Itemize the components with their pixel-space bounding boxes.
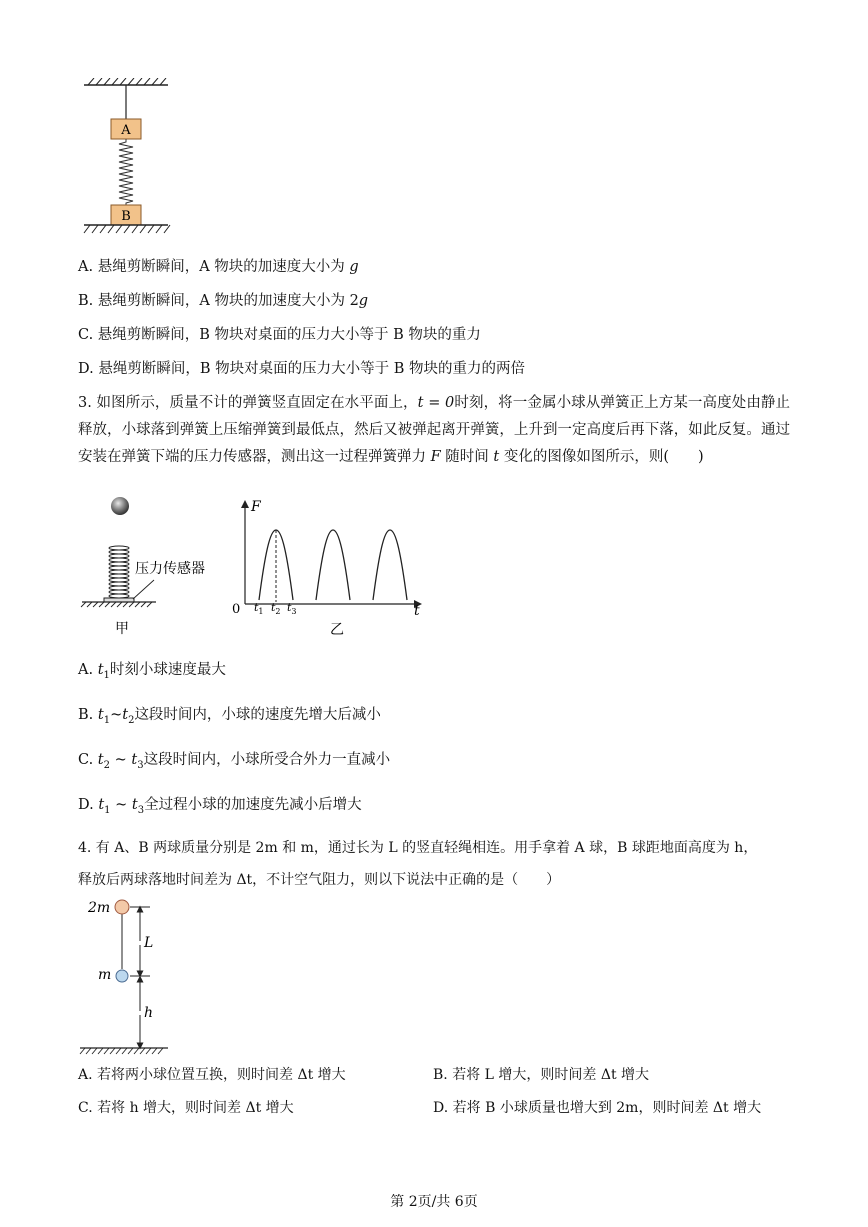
option-letter: B. [78,707,94,723]
q4-stem-line1: 4. 有 A、B 两球质量分别是 2m 和 m，通过长为 L 的竖直轻绳相连。用手拿着 A 球，B 球距地面高度为 h， [78,840,758,856]
q3-t0: t = 0 [417,395,455,411]
label-2m: 2m [88,900,111,916]
option-text: 这段时间内，小球所受合外力一直减小 [143,752,391,768]
option-math: g [358,293,369,309]
option-mid: ~ [110,797,132,813]
q4-option-a [78,1065,346,1085]
x-axis-label: t [414,603,420,619]
option-text: 若将 B 小球质量也增大到 2m，则时间差 Δt 增大 [452,1100,762,1116]
option-text: 悬绳剪断瞬间，A 物块的加速度大小为 [97,259,350,275]
option-var1: t [98,797,105,813]
option-letter: D. [78,361,94,377]
option-text: 悬绳剪断瞬间，B 物块对桌面的压力大小等于 B 物块的重力的两倍 [98,361,525,377]
q3-option-a [78,660,226,686]
ball-a [115,900,129,914]
q2-option-c [78,325,481,345]
option-text: 若将 h 增大，则时间差 Δt 增大 [97,1100,294,1116]
option-sub1: 1 [103,669,110,681]
q3-stem [78,390,790,471]
q3-stem-a: 3. 如图所示，质量不计的弹簧竖直固定在水平面上， [78,395,418,411]
force-pulse-2 [316,530,350,600]
option-sub1: 1 [104,804,111,816]
option-letter: A. [78,1067,93,1083]
block-b-label: B [121,209,131,224]
q4-figure [78,893,188,1058]
option-var1: t [97,662,104,678]
option-letter: C. [78,327,94,343]
option-letter: B. [78,293,94,309]
t1-label: $t_1$ [254,601,264,616]
q3-stem-d: 变化的图像如图所示，则( ) [499,449,704,465]
option-sub1: 2 [103,759,110,771]
option-text: 时刻小球速度最大 [109,662,226,678]
option-letter: A. [78,259,94,275]
spring [119,139,133,205]
option-sub2: 3 [137,759,144,771]
q4-option-c [78,1098,294,1118]
option-var2: t [122,707,129,723]
option-letter: C. [78,752,94,768]
q3-stem-c: 随时间 [440,449,494,465]
block-a-label: A [121,123,131,138]
option-letter: A. [78,662,94,678]
q3-option-b [78,705,381,731]
page-number: 第 2页/共 6页 [390,1194,478,1210]
origin-label: 0 [232,602,241,617]
fig-jia-caption: 甲 [115,621,129,637]
option-text: 全过程小球的加速度先减小后增大 [144,797,362,813]
option-text: 若将两小球位置互换，则时间差 Δt 增大 [97,1067,346,1083]
y-axis-label: F [251,499,261,515]
q2-option-a [78,257,359,277]
option-var2: t [131,752,138,768]
option-text: 这段时间内，小球的速度先增大后减小 [134,707,381,723]
q3-F: F [430,449,441,465]
option-math: g [349,259,359,275]
label-h: h [144,1005,154,1021]
q3-figure-jia [78,490,228,640]
q4-stem-line2: 释放后两球落地时间差为 Δt，不计空气阻力，则以下说法中正确的是（ ） [78,872,561,888]
sensor-label: 压力传感器 [135,561,205,577]
q4-option-d [433,1098,761,1118]
q3-t: t [493,449,500,465]
option-var1: t [97,752,104,768]
label-m: m [98,967,112,983]
option-var1: t [97,707,104,723]
option-text: 悬绳剪断瞬间，B 物块对桌面的压力大小等于 B 物块的重力 [97,327,481,343]
q3-option-c [78,750,390,776]
t2-label: $t_2$ [271,601,281,616]
option-mid: ~ [110,707,123,723]
option-letter: B. [433,1067,448,1083]
option-sub1: 1 [103,714,111,726]
label-L: L [144,935,154,951]
q3-option-d [78,795,362,821]
option-letter: C. [78,1100,93,1116]
spring-blocks-figure [80,78,172,238]
fig-yi-caption: 乙 [330,622,344,638]
q3-stem-b: 时刻，将一金属小球从弹簧正上方某一高度处由静止释放，小球落到弹簧上压缩弹簧到最低点，然后又被弹起离开弹簧，上升到一定高度后再下落，如此反复。通过安装在弹簧下端的压力传感器，测出这一过程弹簧弹力 [78,395,791,465]
q2-option-d [78,359,525,379]
option-letter: D. [78,797,94,813]
t3-label: $t_3$ [287,601,297,616]
q2-option-b [78,291,368,311]
option-text: 悬绳剪断瞬间，A 物块的加速度大小为 2 [97,293,359,309]
force-pulse-3 [373,530,407,600]
q4-option-b [433,1065,649,1085]
metal-ball [111,497,129,515]
option-sub2: 2 [128,714,135,726]
option-var2: t [131,797,138,813]
option-text: 若将 L 增大，则时间差 Δt 增大 [452,1067,650,1083]
option-sub2: 3 [137,804,145,816]
ball-b [116,970,128,982]
option-mid: ~ [110,752,132,768]
q3-figure-yi [228,494,428,644]
option-letter: D. [433,1100,449,1116]
vertical-spring [109,546,129,598]
